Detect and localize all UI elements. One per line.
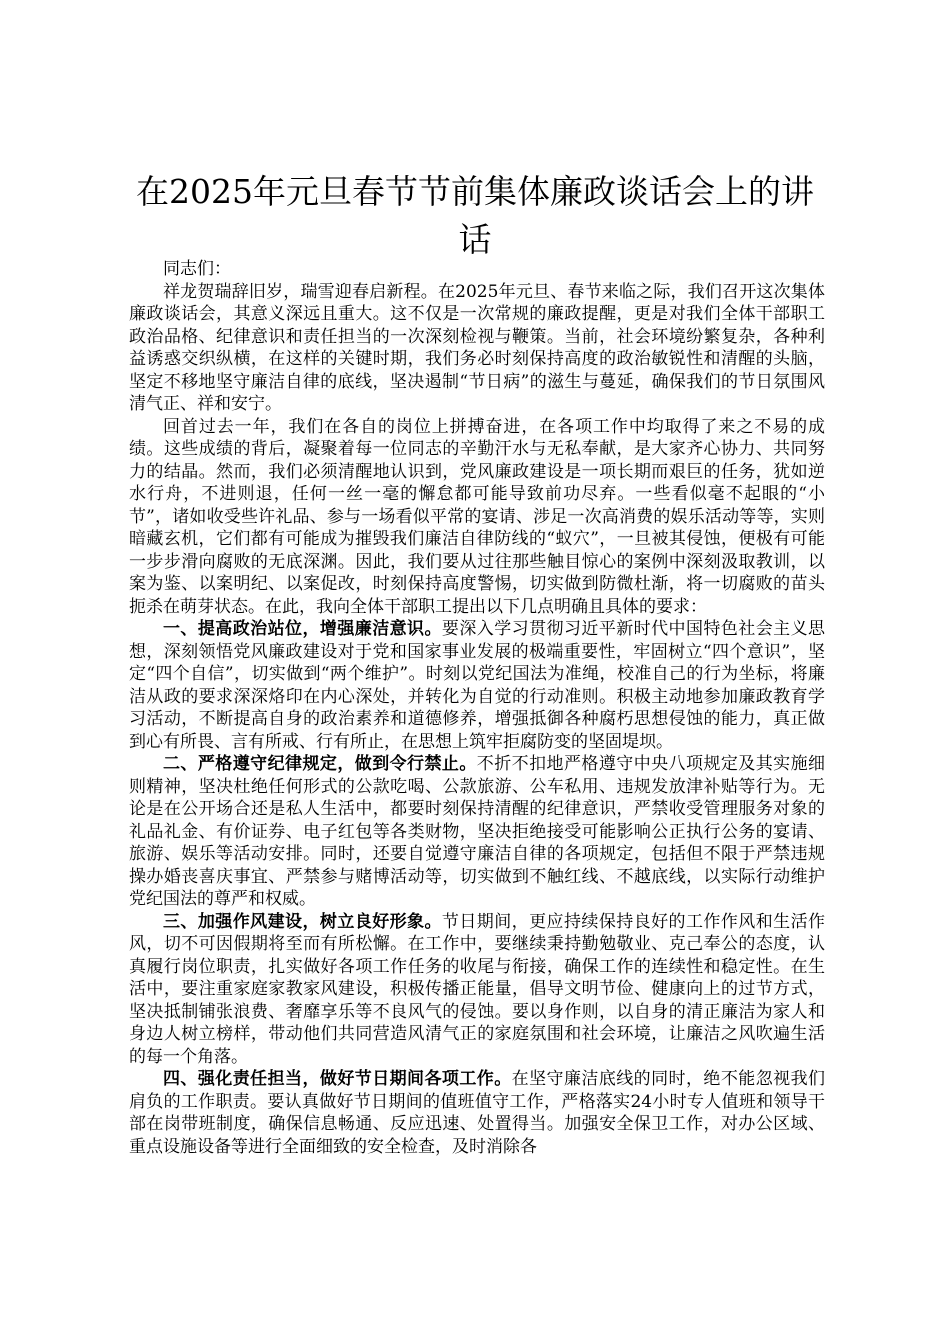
section-2-heading: 二、严格遵守纪律规定，做到令行禁止。 [163, 754, 477, 774]
document-body [129, 258, 825, 1158]
section-3-heading: 三、加强作风建设，树立良好形象。 [163, 911, 442, 932]
salutation: 同志们： [163, 259, 231, 279]
paragraph-2-text: 回首过去一年，我们在各自的岗位上拼搏奋进，在各项工作中均取得了来之不易的成绩。这些成绩的背后，凝聚着每一位同志的辛勤汗水与无私奉献，是大家齐心协力、共同努力的结晶。然而，我们必须清醒地认识到，党风廉政建设是一项长期而艰巨的任务，犹如逆水行舟，不进则退，任何一丝一毫的懈怠都可能导致前功尽弃。一些看似毫不起眼的“小节”，诸如收受些许礼品、参与一场看似平常的宴请、涉足一次高消费的娱乐活动等等，实则暗藏玄机，它们都有可能成为摧毁我们廉洁自律防线的“蚁穴”，一旦被其侵蚀，便极有可能一步步滑向腐败的无底深渊。因此，我们要从过往那些触目惊心的案例中深刻汲取教训，以案为鉴、以案明纪、以案促改，时刻保持高度警惕，切实做到防微杜渐，将一切腐败的苗头扼杀在萌芽状态。在此，我向全体干部职工提出以下几点明确且具体的要求： [129, 416, 825, 617]
document-title: 在2025年元旦春节节前集体廉政谈话会上的讲话 [136, 172, 814, 259]
section-3-paragraph [129, 911, 825, 1069]
paragraph-1-text: 祥龙贺瑞辞旧岁，瑞雪迎春启新程。在2025年元旦、春节来临之际，我们召开这次集体廉政谈话会，其意义深远且重大。这不仅是一次常规的廉政提醒，更是对我们全体干部职工政治品格、纪律意识和责任担当的一次深刻检视与鞭策。当前，社会环境纷繁复杂，各种利益诱惑交织纵横，在这样的关键时期，我们务必时刻保持高度的政治敏锐性和清醒的头脑，坚定不移地坚守廉洁自律的底线，坚决遏制“节日病”的滋生与蔓延，确保我们的节日氛围风清气正、祥和安宁。 [129, 281, 825, 414]
section-4-paragraph [129, 1068, 825, 1158]
section-1-heading: 一、提高政治站位，增强廉洁意识。 [163, 619, 442, 639]
section-2-paragraph [129, 753, 825, 911]
section-1-paragraph [129, 618, 825, 753]
paragraph-2 [129, 416, 825, 619]
section-3-text: 节日期间，更应持续保持良好的工作作风和生活作风，切不可因假期将至而有所松懈。在工作中，要继续秉持勤勉敬业、克己奉公的态度，认真履行岗位职责，扎实做好各项工作任务的收尾与衔接，确保工作的连续性和稳定性。在生活中，要注重家庭家教家风建设，积极传播正能量，倡导文明节俭、健康向上的过节方式，坚决抵制铺张浪费、奢靡享乐等不良风气的侵蚀。要以身作则，以自身的清正廉洁为家人和身边人树立榜样，带动他们共同营造风清气正的家庭氛围和社会环境，让廉洁之风吹遍生活的每一个角落。 [129, 911, 826, 1067]
paragraph-1 [129, 281, 825, 416]
section-2-text: 不折不扣地严格遵守中央八项规定及其实施细则精神，坚决杜绝任何形式的公款吃喝、公款旅游、公车私用、违规发放津补贴等行为。无论是在公开场合还是私人生活中，都要时刻保持清醒的纪律意识，严禁收受管理服务对象的礼品礼金、有价证券、电子红包等各类财物，坚决拒绝接受可能影响公正执行公务的宴请、旅游、娱乐等活动安排。同时，还要自觉遵守廉洁自律的各项规定，包括但不限于严禁违规操办婚丧喜庆事宜、严禁参与赌博活动等，切实做到不触红线、不越底线，以实际行动维护党纪国法的尊严和权威。 [129, 754, 826, 909]
section-4-text: 在坚守廉洁底线的同时，绝不能忽视我们肩负的工作职责。要认真做好节日期间的值班值守工作，严格落实24小时专人值班和领导干部在岗带班制度，确保信息畅通、反应迅速、处置得当。加强安全保卫工作，对办公区域、重点设施设备等进行全面细致的安全检查，及时消除各 [129, 1069, 826, 1157]
section-1-text: 要深入学习贯彻习近平新时代中国特色社会主义思想，深刻领悟党风廉政建设对于党和国家事业发展的极端重要性，牢固树立“四个意识”，坚定“四个自信”，切实做到“两个维护”。时刻以党纪国法为准绳，校准自己的行为坐标，将廉洁从政的要求深深烙印在内心深处，并转化为自觉的行动准则。积极主动地参加廉政教育学习活动，不断提高自身的政治素养和道德修养，增强抵御各种腐朽思想侵蚀的能力，真正做到心有所畏、言有所戒、行有所止，在思想上筑牢拒腐防变的坚固堤坝。 [129, 619, 826, 752]
section-4-heading: 四、强化责任担当，做好节日期间各项工作。 [163, 1069, 512, 1089]
